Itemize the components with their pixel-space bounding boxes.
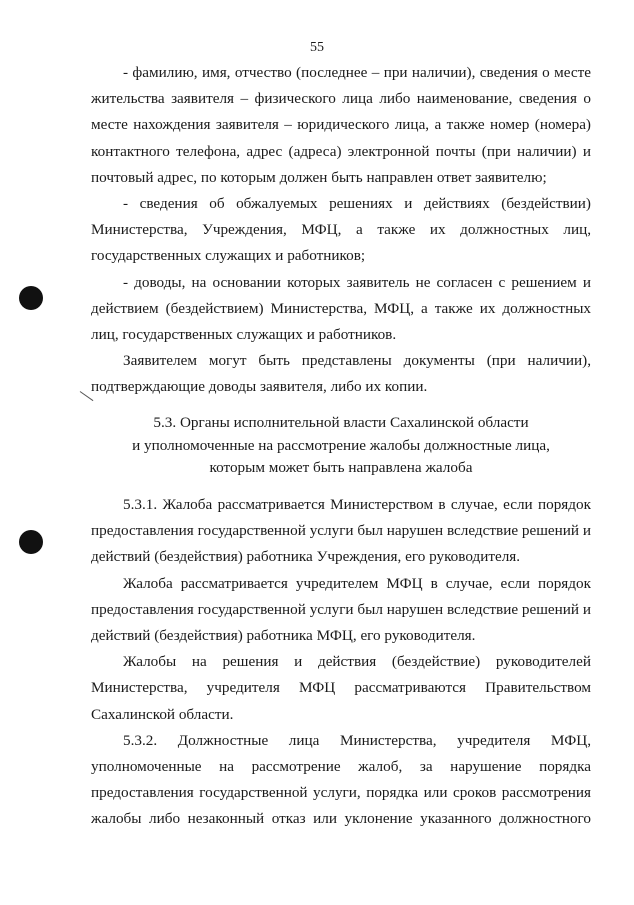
text-line: действий (бездействия) работника МФЦ, его руководителя. xyxy=(91,626,476,644)
heading-line: и уполномоченные на рассмотрение жалобы должностные лица, xyxy=(132,436,550,454)
text-line: Министерства, учредителя МФЦ рассматриваются Правительством xyxy=(91,679,591,697)
heading-line: которым может быть направлена жалоба xyxy=(209,459,473,476)
text-line: предоставления государственной услуги, порядка или сроков рассмотрения xyxy=(91,784,591,802)
text-line: Министерства, Учреждения, МФЦ, а также их должностных лиц, xyxy=(91,221,591,239)
heading-line: 5.3. Органы исполнительной власти Сахалинской области xyxy=(153,414,529,431)
text-line: Сахалинской области. xyxy=(91,705,234,723)
text-line: - доводы, на основании которых заявитель не согласен с решением и xyxy=(123,273,591,291)
text-line: действием (бездействием) Министерства, МФЦ, а также их должностных xyxy=(91,299,591,317)
body-text-section-2 xyxy=(91,492,591,832)
text-line: предоставления государственной услуги был нарушен вследствие решений и xyxy=(91,522,591,540)
text-line: жалобы либо незаконный отказ или уклонение указанного должностного xyxy=(91,810,591,828)
text-line: жительства заявителя – физического лица либо наименование, сведения о xyxy=(91,90,591,108)
punch-hole-mark xyxy=(19,286,43,310)
text-line: Заявителем могут быть представлены документы (при наличии), xyxy=(123,352,591,370)
text-line: лиц, государственных служащих и работников. xyxy=(91,325,397,343)
text-line: подтверждающие доводы заявителя, либо их копии. xyxy=(91,378,428,396)
text-line: почтовый адрес, по которым должен быть направлен ответ заявителю; xyxy=(91,168,547,186)
text-line: Жалоба рассматривается учредителем МФЦ в случае, если порядок xyxy=(123,574,591,592)
text-line: контактного телефона, адрес (адреса) электронной почты (при наличии) и xyxy=(91,142,591,160)
punch-hole-mark xyxy=(19,530,43,554)
text-line: предоставления государственной услуги был нарушен вследствие решений и xyxy=(91,600,591,618)
text-line: государственных служащих и работников; xyxy=(91,247,366,265)
text-line: месте нахождения заявителя – юридического лица, а также номер (номера) xyxy=(91,116,591,134)
body-text-section-1 xyxy=(91,60,591,400)
text-line: уполномоченные на рассмотрение жалоб, за нарушение порядка xyxy=(91,757,591,775)
text-line: - фамилию, имя, отчество (последнее – при наличии), сведения о месте xyxy=(123,64,591,81)
text-line: - сведения об обжалуемых решениях и действиях (бездействии) xyxy=(123,194,591,212)
page-number: 55 xyxy=(310,40,324,55)
text-line: 5.3.1. Жалоба рассматривается Министерством в случае, если порядок xyxy=(123,496,591,513)
section-heading xyxy=(91,412,591,480)
text-line: действий (бездействия) работника Учреждения, его руководителя. xyxy=(91,548,521,566)
text-line: Жалобы на решения и действия (бездействие) руководителей xyxy=(123,653,591,671)
text-line: 5.3.2. Должностные лица Министерства, учредителя МФЦ, xyxy=(123,731,591,749)
